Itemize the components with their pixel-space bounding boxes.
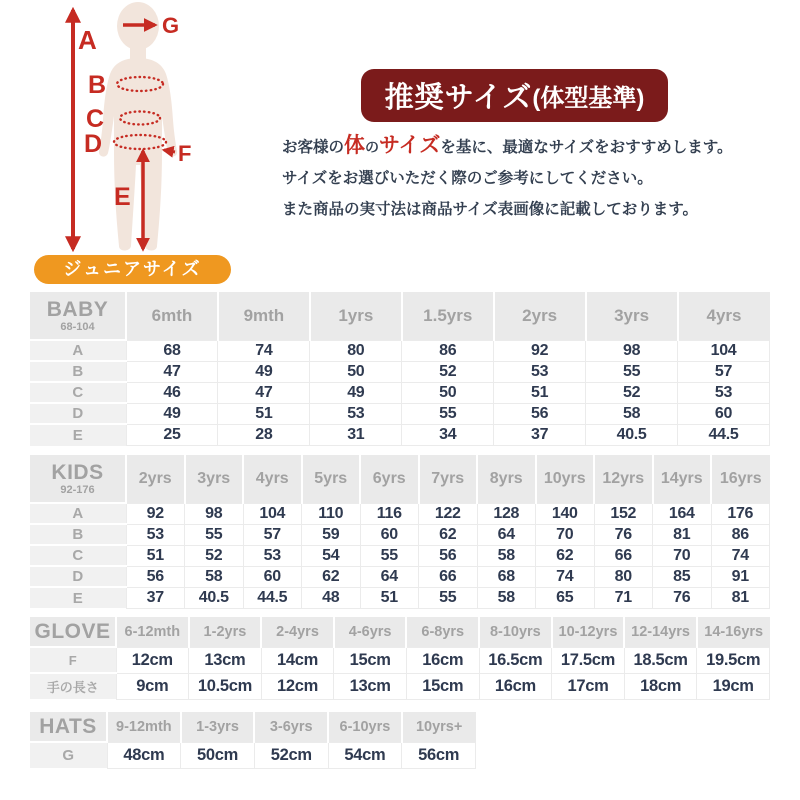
cell-value: 60 bbox=[243, 566, 302, 587]
column-header: 6-12mth bbox=[116, 617, 189, 647]
row-label: G bbox=[30, 742, 107, 768]
cell-value: 51 bbox=[218, 403, 310, 424]
cell-value: 50 bbox=[402, 382, 494, 403]
row-label: A bbox=[30, 340, 126, 361]
page-title bbox=[361, 69, 668, 122]
cell-value: 18.5cm bbox=[624, 647, 697, 673]
cell-value: 13cm bbox=[334, 673, 407, 699]
cell-value: 15cm bbox=[406, 673, 479, 699]
kids-size-table bbox=[30, 455, 770, 608]
cell-value: 51 bbox=[360, 587, 419, 608]
cell-value: 56cm bbox=[402, 742, 476, 768]
column-header: 10yrs+ bbox=[402, 712, 476, 742]
cell-value: 16.5cm bbox=[479, 647, 552, 673]
column-header: 5yrs bbox=[302, 455, 361, 503]
column-header: 3yrs bbox=[185, 455, 244, 503]
column-header: 8yrs bbox=[477, 455, 536, 503]
cell-value: 55 bbox=[185, 524, 244, 545]
column-header: 3yrs bbox=[586, 292, 678, 340]
column-header: 1.5yrs bbox=[402, 292, 494, 340]
cell-value: 55 bbox=[360, 545, 419, 566]
cell-value: 40.5 bbox=[586, 424, 678, 445]
cell-value: 58 bbox=[185, 566, 244, 587]
column-header: 2yrs bbox=[494, 292, 586, 340]
table-row bbox=[30, 647, 770, 673]
hats-table-title: HATS bbox=[30, 712, 107, 742]
cell-value: 68 bbox=[477, 566, 536, 587]
column-header: 9-12mth bbox=[107, 712, 181, 742]
column-header: 1yrs bbox=[310, 292, 402, 340]
cell-value: 91 bbox=[711, 566, 770, 587]
row-label: D bbox=[30, 403, 126, 424]
cell-value: 48cm bbox=[107, 742, 181, 768]
cell-value: 54cm bbox=[328, 742, 402, 768]
cell-value: 60 bbox=[360, 524, 419, 545]
row-label: F bbox=[30, 647, 116, 673]
cell-value: 53 bbox=[494, 361, 586, 382]
cell-value: 64 bbox=[360, 566, 419, 587]
child-silhouette bbox=[99, 2, 180, 251]
row-label: D bbox=[30, 566, 126, 587]
highlight-size: サイズ bbox=[379, 134, 441, 157]
cell-value: 104 bbox=[678, 340, 770, 361]
column-header: 2-4yrs bbox=[261, 617, 334, 647]
cell-value: 128 bbox=[477, 503, 536, 524]
cell-value: 17cm bbox=[552, 673, 625, 699]
column-header: 12yrs bbox=[594, 455, 653, 503]
cell-value: 56 bbox=[494, 403, 586, 424]
table-row bbox=[30, 587, 770, 608]
cell-value: 10.5cm bbox=[189, 673, 262, 699]
cell-value: 44.5 bbox=[678, 424, 770, 445]
table-row bbox=[30, 403, 770, 424]
table-row bbox=[30, 503, 770, 524]
cell-value: 55 bbox=[402, 403, 494, 424]
table-row bbox=[30, 424, 770, 445]
cell-value: 74 bbox=[536, 566, 595, 587]
cell-value: 15cm bbox=[334, 647, 407, 673]
cell-value: 116 bbox=[360, 503, 419, 524]
cell-value: 12cm bbox=[116, 647, 189, 673]
cell-value: 25 bbox=[126, 424, 218, 445]
cell-value: 58 bbox=[586, 403, 678, 424]
cell-value: 50 bbox=[310, 361, 402, 382]
table-row bbox=[30, 566, 770, 587]
column-header: 9mth bbox=[218, 292, 310, 340]
cell-value: 57 bbox=[243, 524, 302, 545]
cell-value: 80 bbox=[594, 566, 653, 587]
column-header: 10yrs bbox=[536, 455, 595, 503]
description-line-1: お客様の体のサイズを基に、最適なサイズをおすすめします。 bbox=[282, 134, 733, 157]
cell-value: 70 bbox=[536, 524, 595, 545]
cell-value: 52cm bbox=[254, 742, 328, 768]
column-header: 1-3yrs bbox=[181, 712, 255, 742]
cell-value: 66 bbox=[419, 566, 478, 587]
cell-value: 98 bbox=[185, 503, 244, 524]
cell-value: 81 bbox=[653, 524, 712, 545]
cell-value: 56 bbox=[126, 566, 185, 587]
column-header: 12-14yrs bbox=[624, 617, 697, 647]
cell-value: 86 bbox=[402, 340, 494, 361]
cell-value: 62 bbox=[536, 545, 595, 566]
cell-value: 58 bbox=[477, 587, 536, 608]
cell-value: 92 bbox=[126, 503, 185, 524]
label-G: G bbox=[162, 13, 180, 38]
table-row bbox=[30, 361, 770, 382]
baby-size-table bbox=[30, 292, 770, 446]
baby-table-title: BABY 68-104 bbox=[30, 292, 126, 340]
cell-value: 46 bbox=[126, 382, 218, 403]
cell-value: 49 bbox=[310, 382, 402, 403]
row-label: E bbox=[30, 424, 126, 445]
hand-pointer-F bbox=[164, 150, 175, 152]
cell-value: 55 bbox=[586, 361, 678, 382]
cell-value: 176 bbox=[711, 503, 770, 524]
cell-value: 16cm bbox=[479, 673, 552, 699]
column-header: 1-2yrs bbox=[189, 617, 262, 647]
cell-value: 92 bbox=[494, 340, 586, 361]
cell-value: 71 bbox=[594, 587, 653, 608]
cell-value: 49 bbox=[126, 403, 218, 424]
column-header: 4-6yrs bbox=[334, 617, 407, 647]
cell-value: 60 bbox=[678, 403, 770, 424]
table-row bbox=[30, 382, 770, 403]
label-C: C bbox=[86, 105, 105, 133]
cell-value: 53 bbox=[126, 524, 185, 545]
column-header: 16yrs bbox=[711, 455, 770, 503]
cell-value: 14cm bbox=[261, 647, 334, 673]
cell-value: 12cm bbox=[261, 673, 334, 699]
cell-value: 55 bbox=[419, 587, 478, 608]
cell-value: 51 bbox=[126, 545, 185, 566]
column-header: 8-10yrs bbox=[479, 617, 552, 647]
cell-value: 50cm bbox=[181, 742, 255, 768]
hats-size-table bbox=[30, 712, 476, 768]
row-label: E bbox=[30, 587, 126, 608]
cell-value: 74 bbox=[218, 340, 310, 361]
cell-value: 86 bbox=[711, 524, 770, 545]
cell-value: 164 bbox=[653, 503, 712, 524]
cell-value: 74 bbox=[711, 545, 770, 566]
label-E: E bbox=[114, 183, 131, 211]
row-label: B bbox=[30, 361, 126, 382]
page-title-paren: (体型基準) bbox=[532, 85, 645, 112]
cell-value: 80 bbox=[310, 340, 402, 361]
row-label: B bbox=[30, 524, 126, 545]
row-label: A bbox=[30, 503, 126, 524]
label-F: F bbox=[178, 141, 192, 166]
cell-value: 104 bbox=[243, 503, 302, 524]
cell-value: 53 bbox=[678, 382, 770, 403]
cell-value: 65 bbox=[536, 587, 595, 608]
cell-value: 34 bbox=[402, 424, 494, 445]
cell-value: 17.5cm bbox=[552, 647, 625, 673]
column-header: 2yrs bbox=[126, 455, 185, 503]
column-header: 7yrs bbox=[419, 455, 478, 503]
cell-value: 47 bbox=[126, 361, 218, 382]
cell-value: 76 bbox=[594, 524, 653, 545]
cell-value: 57 bbox=[678, 361, 770, 382]
column-header: 4yrs bbox=[243, 455, 302, 503]
cell-value: 40.5 bbox=[185, 587, 244, 608]
kids-table-title: KIDS 92-176 bbox=[30, 455, 126, 503]
table-row bbox=[30, 673, 770, 699]
cell-value: 81 bbox=[711, 587, 770, 608]
highlight-body: 体 bbox=[344, 134, 366, 157]
body-measurement-diagram bbox=[30, 0, 235, 256]
cell-value: 76 bbox=[653, 587, 712, 608]
cell-value: 62 bbox=[302, 566, 361, 587]
label-A: A bbox=[78, 25, 97, 55]
column-header: 6-10yrs bbox=[328, 712, 402, 742]
cell-value: 98 bbox=[586, 340, 678, 361]
cell-value: 122 bbox=[419, 503, 478, 524]
cell-value: 48 bbox=[302, 587, 361, 608]
cell-value: 52 bbox=[586, 382, 678, 403]
description-line-2: サイズをお選びいただく際のご参考にしてください。 bbox=[282, 170, 653, 187]
cell-value: 31 bbox=[310, 424, 402, 445]
table-row bbox=[30, 742, 476, 768]
cell-value: 110 bbox=[302, 503, 361, 524]
description-text bbox=[282, 134, 787, 231]
cell-value: 19cm bbox=[697, 673, 770, 699]
cell-value: 54 bbox=[302, 545, 361, 566]
column-header: 14-16yrs bbox=[697, 617, 770, 647]
cell-value: 53 bbox=[243, 545, 302, 566]
row-label: C bbox=[30, 545, 126, 566]
cell-value: 52 bbox=[185, 545, 244, 566]
cell-value: 58 bbox=[477, 545, 536, 566]
cell-value: 68 bbox=[126, 340, 218, 361]
cell-value: 56 bbox=[419, 545, 478, 566]
cell-value: 16cm bbox=[406, 647, 479, 673]
cell-value: 64 bbox=[477, 524, 536, 545]
column-header: 4yrs bbox=[678, 292, 770, 340]
column-header: 6-8yrs bbox=[406, 617, 479, 647]
cell-value: 59 bbox=[302, 524, 361, 545]
cell-value: 152 bbox=[594, 503, 653, 524]
junior-size-badge: ジュニアサイズ bbox=[34, 255, 231, 284]
table-row bbox=[30, 340, 770, 361]
cell-value: 13cm bbox=[189, 647, 262, 673]
glove-size-table bbox=[30, 617, 770, 699]
cell-value: 85 bbox=[653, 566, 712, 587]
cell-value: 66 bbox=[594, 545, 653, 566]
glove-table-title: GLOVE bbox=[30, 617, 116, 647]
description-line-3: また商品の実寸法は商品サイズ表画像に記載しております。 bbox=[282, 201, 699, 218]
column-header: 3-6yrs bbox=[254, 712, 328, 742]
table-row bbox=[30, 524, 770, 545]
page-title-main: 推奨サイズ bbox=[384, 82, 533, 114]
cell-value: 62 bbox=[419, 524, 478, 545]
cell-value: 53 bbox=[310, 403, 402, 424]
label-B: B bbox=[88, 71, 107, 99]
label-D: D bbox=[84, 130, 103, 158]
column-header: 6yrs bbox=[360, 455, 419, 503]
cell-value: 49 bbox=[218, 361, 310, 382]
cell-value: 37 bbox=[126, 587, 185, 608]
column-header: 6mth bbox=[126, 292, 218, 340]
cell-value: 70 bbox=[653, 545, 712, 566]
cell-value: 18cm bbox=[624, 673, 697, 699]
row-label: C bbox=[30, 382, 126, 403]
body-silhouette-graphic bbox=[30, 0, 235, 256]
cell-value: 51 bbox=[494, 382, 586, 403]
cell-value: 37 bbox=[494, 424, 586, 445]
cell-value: 28 bbox=[218, 424, 310, 445]
cell-value: 47 bbox=[218, 382, 310, 403]
cell-value: 9cm bbox=[116, 673, 189, 699]
column-header: 10-12yrs bbox=[552, 617, 625, 647]
cell-value: 52 bbox=[402, 361, 494, 382]
cell-value: 140 bbox=[536, 503, 595, 524]
column-header: 14yrs bbox=[653, 455, 712, 503]
table-row bbox=[30, 545, 770, 566]
row-label: 手の長さ bbox=[30, 673, 116, 699]
cell-value: 44.5 bbox=[243, 587, 302, 608]
cell-value: 19.5cm bbox=[697, 647, 770, 673]
